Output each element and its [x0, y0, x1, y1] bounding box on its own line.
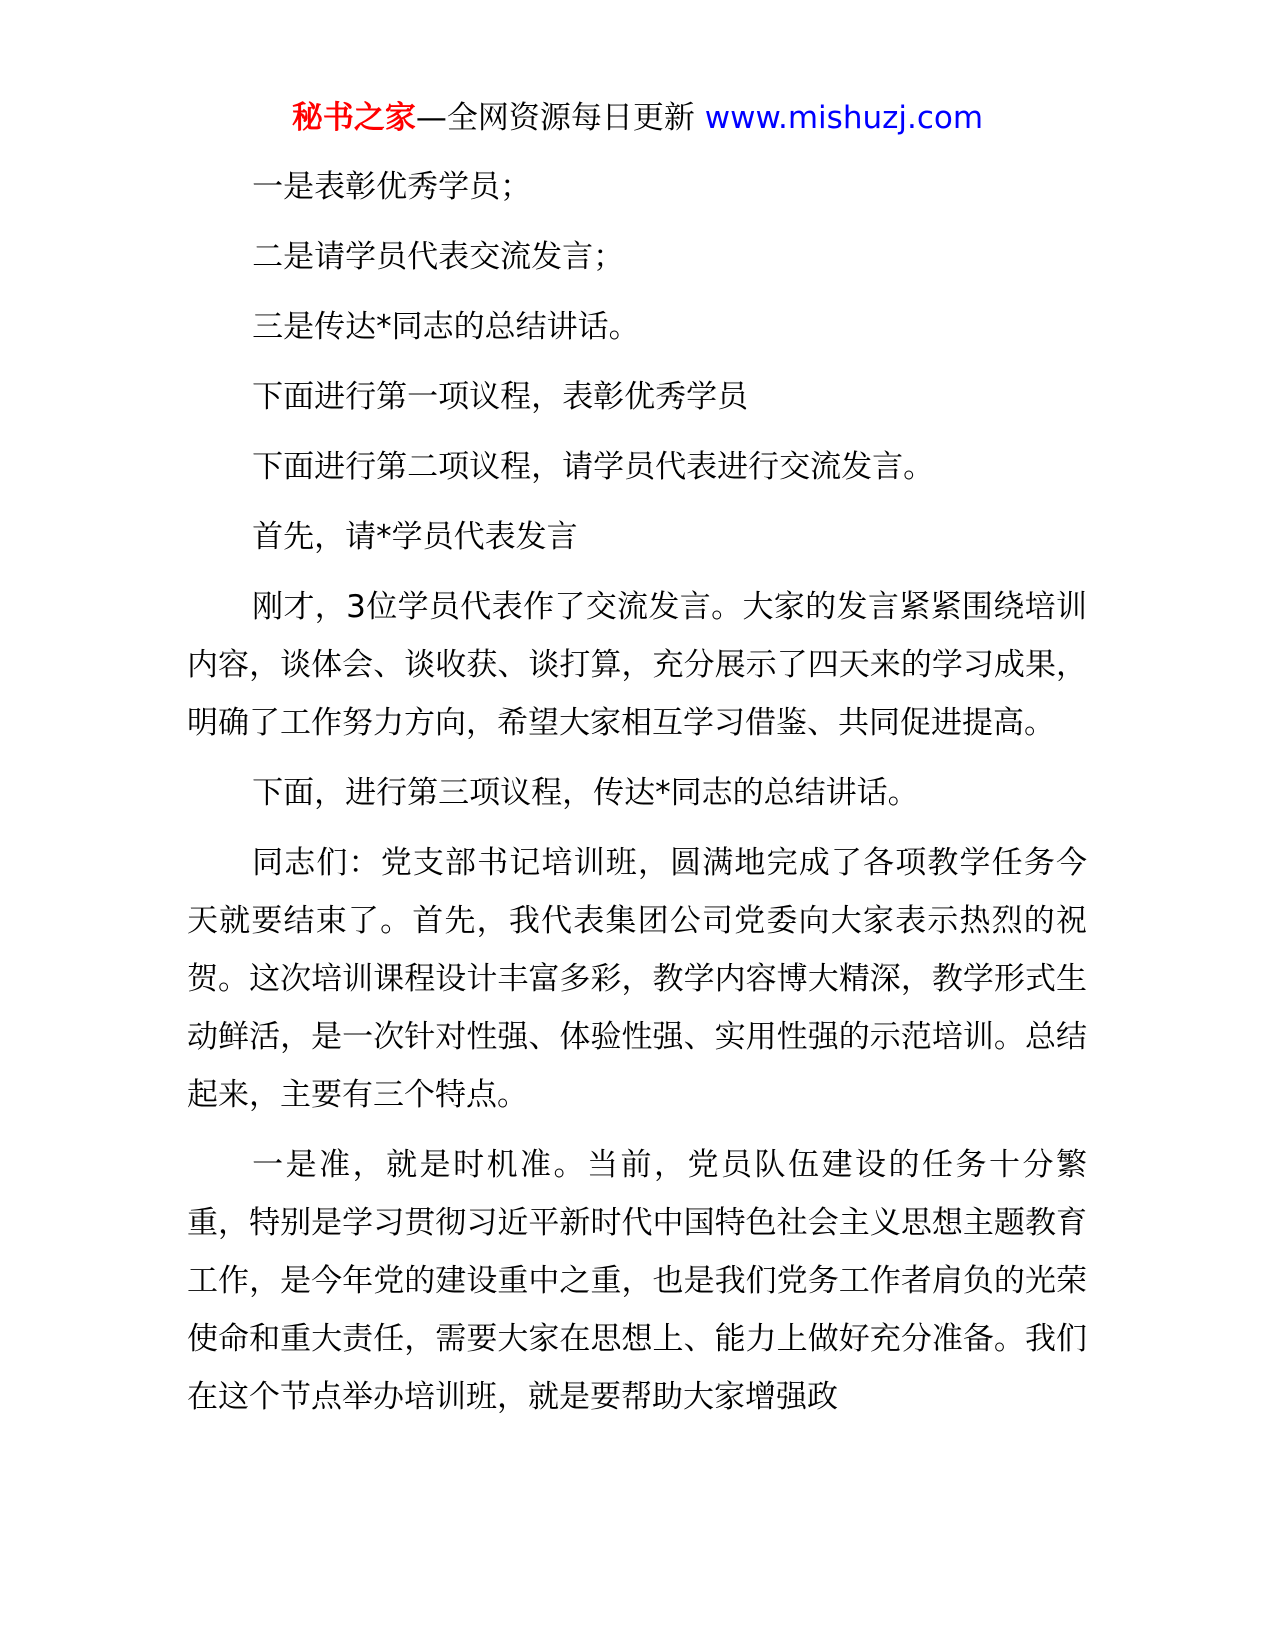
site-url-link[interactable]: www.mishuzj.com — [704, 100, 984, 136]
document-body — [187, 158, 1087, 1438]
paragraph: 二是请学员代表交流发言； — [252, 239, 625, 275]
paragraph: 一是表彰优秀学员； — [252, 169, 532, 205]
paragraph: 首先，请*学员代表发言 — [252, 519, 578, 555]
paragraph: 下面进行第一项议程，表彰优秀学员 — [252, 379, 749, 415]
paragraph: 下面进行第二项议程，请学员代表进行交流发言。 — [252, 449, 935, 485]
paragraph: 下面，进行第三项议程，传达*同志的总结讲话。 — [252, 775, 919, 811]
site-tagline: —全网资源每日更新 — [415, 100, 705, 136]
paragraph: 三是传达*同志的总结讲话。 — [252, 309, 640, 345]
site-brand: 秘书之家 — [291, 100, 416, 136]
paragraph: 同志们：党支部书记培训班，圆满地完成了各项教学任务今天就要结束了。首先，我代表集团公司党委向大家表示热烈的祝贺。这次培训课程设计丰富多彩，教学内容博大精深，教学形式生动鲜活，是一次针对性强、体验性强、实用性强的示范培训。总结起来，主要有三个特点。 — [187, 845, 1087, 1113]
page-header — [0, 98, 1275, 138]
paragraph: 刚才，3位学员代表作了交流发言。大家的发言紧紧围绕培训内容，谈体会、谈收获、谈打算，充分展示了四天来的学习成果，明确了工作努力方向，希望大家相互学习借鉴、共同促进提高。 — [187, 589, 1087, 741]
paragraph: 一是准，就是时机准。当前，党员队伍建设的任务十分繁重，特别是学习贯彻习近平新时代中国特色社会主义思想主题教育工作，是今年党的建设重中之重，也是我们党务工作者肩负的光荣使命和重大责任，需要大家在思想上、能力上做好充分准备。我们在这个节点举办培训班，就是要帮助大家增强政 — [187, 1147, 1087, 1415]
